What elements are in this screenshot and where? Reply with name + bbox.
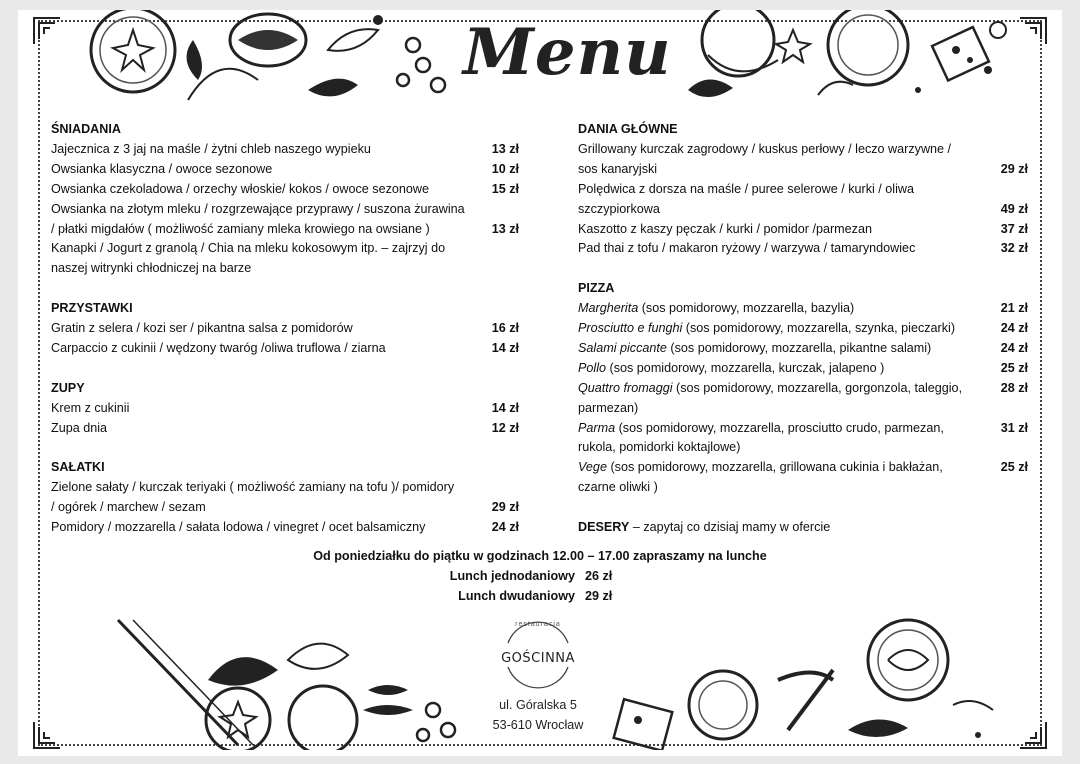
pizza-description: (sos pomidorowy, mozzarella, pikantne salami) — [666, 340, 932, 355]
lunch-offer — [18, 546, 1062, 606]
menu-item-text: / ogórek / marchew / sezam — [51, 500, 206, 515]
food-illustration-top-right — [658, 10, 1018, 110]
menu-item-text: Krem z cukinii — [51, 400, 130, 415]
menu-title: Menu — [463, 15, 672, 90]
menu-section — [51, 379, 519, 439]
menu-item-price: 16 zł — [491, 321, 519, 336]
address-city: 53-610 Wrocław — [492, 718, 584, 732]
pizza-price: 24 zł — [1000, 321, 1028, 336]
menu-item-text: Gratin z selera / kozi ser / pikantna salsa z pomidorów — [51, 321, 353, 336]
menu-item — [51, 319, 519, 339]
desserts-title: DESERY — [578, 520, 630, 535]
section-title: ŚNIADANIA — [51, 122, 121, 136]
pizza-name: Prosciutto e funghi — [578, 321, 683, 336]
pizza-description: (sos pomidorowy, mozzarella, bazylia) — [638, 301, 855, 316]
pizza-description-cont: czarne oliwki ) — [578, 480, 658, 495]
pizza-price: 28 zł — [1000, 380, 1028, 395]
menu-item — [51, 220, 519, 240]
menu-sheet — [18, 10, 1062, 756]
pizza-item-continued — [578, 478, 1028, 498]
pizza-item — [578, 359, 1028, 379]
pizza-description-cont: parmezan) — [578, 400, 639, 415]
lunch-option-label: Lunch jednodaniowy — [449, 569, 575, 583]
menu-item-text: Grillowany kurczak zagrodowy / kuskus perłowy / leczo warzywne / — [578, 141, 952, 156]
menu-item-price: 49 zł — [1000, 201, 1028, 216]
food-illustration-bottom-right — [598, 610, 1018, 750]
section-title: ZUPY — [51, 380, 85, 395]
menu-item — [578, 239, 1028, 259]
pizza-name: Parma — [578, 420, 616, 435]
corner-ornament-top-left — [30, 14, 64, 48]
corner-ornament-bottom-right — [1016, 718, 1050, 752]
menu-column-right — [578, 120, 1028, 538]
pizza-item-text — [578, 458, 996, 478]
menu-item — [51, 518, 519, 538]
restaurant-logo — [488, 615, 588, 693]
menu-item — [578, 180, 1028, 200]
pizza-name: Margherita — [578, 301, 639, 316]
logo-name: GOŚCINNA — [501, 651, 575, 666]
menu-column-left — [51, 120, 519, 558]
section-pizza — [578, 279, 1028, 498]
section-mains — [578, 120, 1028, 259]
menu-item-price: 12 zł — [491, 420, 519, 435]
menu-item-text: Owsianka klasyczna / owoce sezonowe — [51, 161, 273, 176]
logo-subtitle: restauracja — [515, 621, 561, 628]
pizza-item — [578, 458, 1028, 478]
lunch-option-label: Lunch dwudaniowy — [458, 589, 575, 603]
menu-item-text: Kanapki / Jogurt z granolą / Chia na mleku kokosowym itp. – zajrzyj do — [51, 241, 446, 256]
menu-item-text: Kaszotto z kaszy pęczak / kurki / pomidor /parmezan — [578, 221, 872, 236]
menu-item-price: 32 zł — [1000, 241, 1028, 256]
lunch-option-price: 29 zł — [585, 589, 613, 603]
menu-item-text: Pomidory / mozzarella / sałata lodowa / vinegret / ocet balsamiczny — [51, 520, 426, 535]
menu-item — [51, 200, 519, 220]
menu-item — [578, 200, 1028, 220]
pizza-item-continued — [578, 438, 1028, 458]
menu-item-text: sos kanaryjski — [578, 161, 658, 176]
corner-ornament-top-right — [1016, 14, 1050, 48]
address-street: ul. Góralska 5 — [499, 698, 577, 712]
section-title: PIZZA — [578, 281, 615, 296]
menu-item — [51, 399, 519, 419]
menu-item-text: naszej witrynki chłodniczej na barze — [51, 261, 252, 276]
pizza-price: 31 zł — [1000, 420, 1028, 435]
menu-item-text: Jajecznica z 3 jaj na maśle / żytni chleb naszego wypieku — [51, 141, 371, 156]
menu-item — [51, 239, 519, 259]
menu-item — [578, 140, 1028, 160]
menu-item — [578, 160, 1028, 180]
lunch-option-price: 26 zł — [585, 569, 613, 583]
pizza-item — [578, 299, 1028, 319]
menu-item — [51, 140, 519, 160]
menu-item-text: Owsianka na złotym mleku / rozgrzewające przyprawy / suszona żurawina — [51, 201, 465, 216]
menu-section — [51, 458, 519, 538]
pizza-item-text — [578, 379, 996, 399]
section-title: SAŁATKI — [51, 460, 105, 475]
pizza-item-text — [578, 359, 996, 379]
pizza-description: (sos pomidorowy, mozzarella, prosciutto crudo, parmezan, — [615, 420, 944, 435]
pizza-description: (sos pomidorowy, mozzarella, kurczak, jalapeno ) — [606, 360, 885, 375]
pizza-item — [578, 379, 1028, 399]
section-title: DANIA GŁÓWNE — [578, 122, 678, 136]
menu-item — [51, 339, 519, 359]
pizza-description-cont: rukola, pomidorki koktajlowe) — [578, 440, 741, 455]
menu-item-price: 13 zł — [491, 141, 519, 156]
pizza-description: (sos pomidorowy, mozzarella, grillowana cukinia i bakłażan, — [606, 460, 943, 475]
menu-item-text: Pad thai z tofu / makaron ryżowy / warzywa / tamaryndowiec — [578, 241, 916, 256]
pizza-name: Quattro fromaggi — [578, 380, 673, 395]
pizza-description: (sos pomidorowy, mozzarella, szynka, pieczarki) — [682, 321, 956, 336]
address — [438, 695, 638, 735]
pizza-item — [578, 419, 1028, 439]
pizza-item-continued — [578, 399, 1028, 419]
pizza-price: 21 zł — [1000, 301, 1028, 316]
menu-item — [51, 160, 519, 180]
menu-item-price: 10 zł — [491, 161, 519, 176]
menu-section — [51, 120, 519, 279]
lunch-option — [18, 586, 1062, 606]
menu-item-price: 14 zł — [491, 400, 519, 415]
menu-item-text: Owsianka czekoladowa / orzechy włoskie/ kokos / owoce sezonowe — [51, 181, 429, 196]
pizza-item-text — [578, 419, 996, 439]
pizza-price: 24 zł — [1000, 340, 1028, 355]
menu-item-text: / płatki migdałów ( możliwość zamiany mleka krowiego na owsiane ) — [51, 221, 430, 236]
menu-item — [51, 498, 519, 518]
corner-ornament-bottom-left — [30, 718, 64, 752]
section-title: PRZYSTAWKI — [51, 301, 133, 316]
pizza-name: Salami piccante — [578, 340, 667, 355]
menu-item — [51, 478, 519, 498]
section-desserts — [578, 518, 1028, 538]
pizza-item-text — [578, 319, 996, 339]
menu-item-text: Zupa dnia — [51, 420, 108, 435]
menu-item — [51, 419, 519, 439]
menu-item-price: 37 zł — [1000, 221, 1028, 236]
pizza-name: Pollo — [578, 360, 607, 375]
menu-item — [51, 259, 519, 279]
lunch-headline: Od poniedziałku do piątku w godzinach 12.00 – 17.00 zapraszamy na lunche — [313, 549, 767, 563]
pizza-price: 25 zł — [1000, 460, 1028, 475]
food-illustration-bottom-left — [88, 610, 478, 750]
menu-item — [578, 220, 1028, 240]
pizza-description: (sos pomidorowy, mozzarella, gorgonzola, taleggio, — [672, 380, 963, 395]
pizza-item-text — [578, 299, 996, 319]
menu-item-text: Carpaccio z cukinii / wędzony twaróg /oliwa truflowa / ziarna — [51, 340, 386, 355]
menu-item-text: Zielone sałaty / kurczak teriyaki ( możliwość zamiany na tofu )/ pomidory — [51, 480, 455, 495]
desserts-text: – zapytaj co dzisiaj mamy w ofercie — [629, 520, 831, 535]
menu-section — [51, 299, 519, 359]
menu-item-price: 24 zł — [491, 520, 519, 535]
pizza-item — [578, 339, 1028, 359]
pizza-price: 25 zł — [1000, 360, 1028, 375]
menu-item-price: 29 zł — [1000, 161, 1028, 176]
menu-item-price: 29 zł — [491, 500, 519, 515]
pizza-item — [578, 319, 1028, 339]
menu-item-price: 13 zł — [491, 221, 519, 236]
menu-item-text: Polędwica z dorsza na maśle / puree selerowe / kurki / oliwa — [578, 181, 914, 196]
pizza-item-text — [578, 339, 996, 359]
lunch-option — [18, 566, 1062, 586]
food-illustration-top-left — [78, 10, 468, 110]
menu-item-price: 15 zł — [491, 181, 519, 196]
menu-item-text: szczypiorkowa — [578, 201, 660, 216]
menu-item — [51, 180, 519, 200]
menu-item-price: 14 zł — [491, 340, 519, 355]
pizza-name: Vege — [578, 460, 607, 475]
